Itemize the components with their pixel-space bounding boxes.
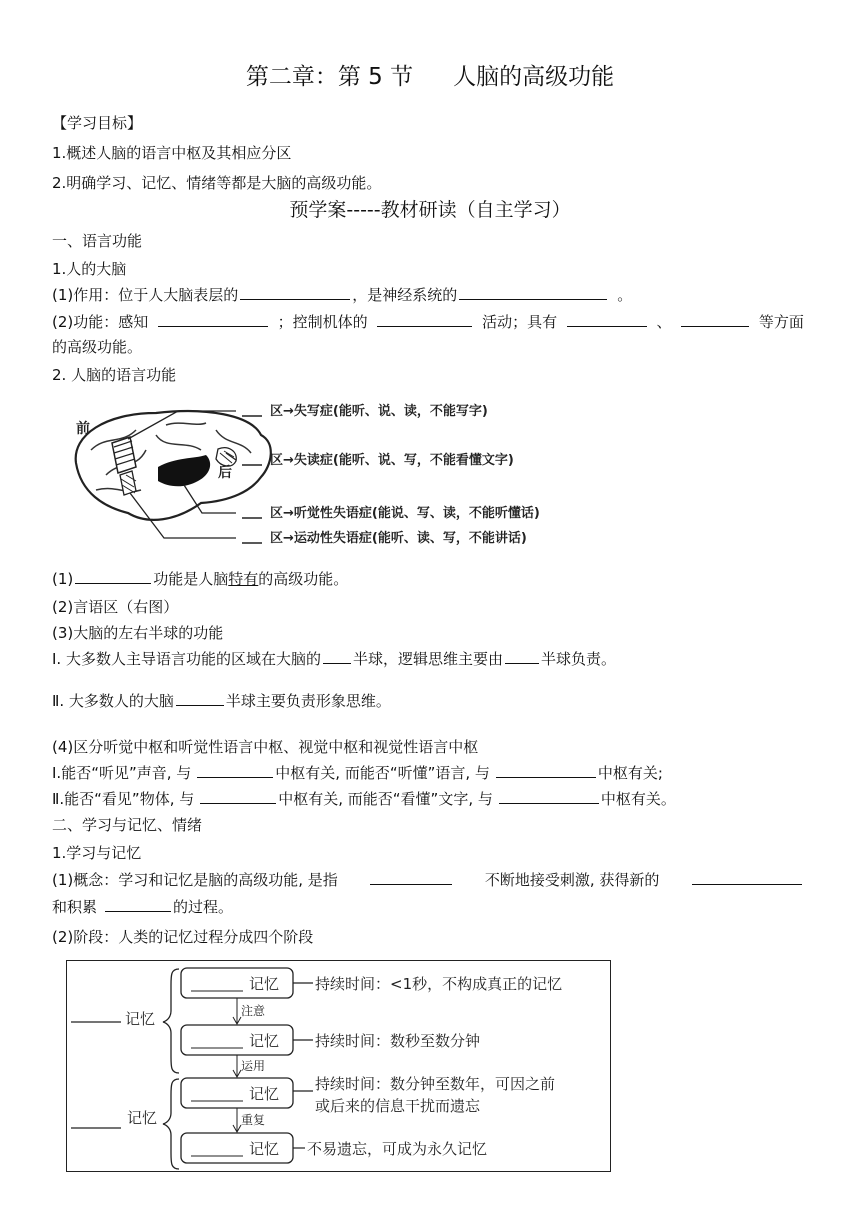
section1-sub1: 1.人的大脑 (52, 260, 127, 278)
fill-blank[interactable] (158, 311, 268, 327)
brain-front-label: 前 (76, 421, 90, 437)
language-area-diagram (66, 395, 606, 555)
objective-2: 2.明确学习、记忆、情绪等都是大脑的高级功能。 (52, 174, 382, 192)
question-1: (1) 功能是人脑特有的高级功能。 (52, 570, 349, 588)
brain-function-line-end: 的高级功能。 (52, 338, 143, 356)
section2-heading: 二、学习与记忆、情绪 (52, 816, 203, 834)
question-3: (3)大脑的左右半球的功能 (52, 624, 224, 642)
stage-label-3: 记忆 (249, 1085, 280, 1103)
fill-blank[interactable] (692, 869, 802, 885)
fill-blank[interactable] (370, 869, 452, 885)
arrow-label-1: 注意 (241, 1004, 266, 1018)
fill-blank[interactable] (505, 648, 539, 664)
learning-concept-line: (1)概念：学习和记忆是脑的高级功能, 是指 不断地接受刺激, 获得新的 (52, 869, 804, 891)
section1-sub2: 2. 人脑的语言功能 (52, 366, 177, 384)
question-3-ii: Ⅱ. 大多数人的大脑 半球主要负责形象思维。 (52, 692, 391, 710)
title-topic: 人脑的高级功能 (453, 64, 615, 90)
fill-blank[interactable] (105, 896, 171, 912)
stage-desc-3a: 持续时间：数分钟至数年，可因之前 (315, 1075, 556, 1093)
group-brace-2 (163, 1079, 179, 1169)
section2-sub1: 1.学习与记忆 (52, 844, 142, 862)
stage-label-2: 记忆 (249, 1032, 280, 1050)
fill-blank[interactable] (197, 762, 273, 778)
arrow-label-3: 重复 (241, 1113, 266, 1127)
objective-1: 1.概述人脑的语言中枢及其相应分区 (52, 144, 292, 162)
question-3-i: Ⅰ. 大多数人主导语言功能的区域在大脑的 半球，逻辑思维主要由 半球负责。 (52, 650, 616, 668)
diagram-label-2: 区→失读症(能听、说、写，不能看懂文字) (270, 453, 514, 468)
objectives-heading: 【学习目标】 (52, 114, 143, 132)
diagram-label-4: 区→运动性失语症(能听、读、写，不能讲话) (270, 531, 527, 546)
stage-desc-2: 持续时间：数秒至数分钟 (315, 1032, 481, 1050)
fill-blank[interactable] (377, 311, 472, 327)
fill-blank[interactable] (240, 284, 350, 300)
question-4: (4)区分听觉中枢和听觉性语言中枢、视觉中枢和视觉性语言中枢 (52, 738, 479, 756)
stage-desc-4: 不易遗忘，可成为永久记忆 (307, 1140, 488, 1158)
stage-desc-1: 持续时间：<1秒，不构成真正的记忆 (315, 975, 563, 993)
group-brace-1 (163, 969, 179, 1073)
memory-stages-diagram (66, 960, 611, 1172)
brain-role-line: (1)作用：位于人大脑表层的 ，是神经系统的 。 (52, 286, 633, 304)
page-title (0, 60, 860, 94)
fill-blank[interactable] (681, 311, 749, 327)
fill-blank[interactable] (323, 648, 351, 664)
brain-back-label: 后 (218, 465, 232, 481)
fill-blank[interactable] (496, 762, 596, 778)
brain-function-line: (2)功能：感知 ；控制机体的 活动；具有 、 等方面 (52, 313, 804, 331)
stage-label-1: 记忆 (249, 975, 280, 993)
fill-blank[interactable] (459, 284, 607, 300)
diagram-label-3: 区→听觉性失语症(能说、写、读，不能听懂话) (270, 506, 540, 521)
section-subtitle: 预学案-----教材研读（自主学习） (289, 199, 571, 221)
question-4-i: Ⅰ.能否“听见”声音, 与 中枢有关, 而能否“听懂”语言, 与 中枢有关; (52, 764, 663, 782)
stage-desc-3b: 或后来的信息干扰而遗忘 (315, 1097, 481, 1115)
stage-label-4: 记忆 (249, 1140, 280, 1158)
title-chapter: 第二章：第 5 节 (245, 64, 414, 90)
fill-blank[interactable] (200, 788, 276, 804)
question-4-ii: Ⅱ.能否“看见”物体, 与 中枢有关, 而能否“看懂”文字, 与 中枢有关。 (52, 790, 676, 808)
fill-blank[interactable] (499, 788, 599, 804)
fill-blank[interactable] (75, 568, 151, 584)
fill-blank[interactable] (567, 311, 647, 327)
group-label-1: 记忆 (125, 1010, 156, 1028)
question-2: (2)言语区（右图） (52, 598, 179, 616)
diagram-label-1: 区→失写症(能听、说、读，不能写字) (270, 404, 488, 419)
fill-blank[interactable] (176, 690, 224, 706)
learning-concept-line-end: 和积累 的过程。 (52, 898, 234, 916)
arrow-label-2: 运用 (241, 1059, 266, 1073)
group-label-2: 记忆 (127, 1109, 158, 1127)
memory-flow-chart (67, 961, 610, 1171)
memory-stages-intro: (2)阶段：人类的记忆过程分成四个阶段 (52, 928, 314, 946)
section1-heading: 一、语言功能 (52, 232, 143, 250)
